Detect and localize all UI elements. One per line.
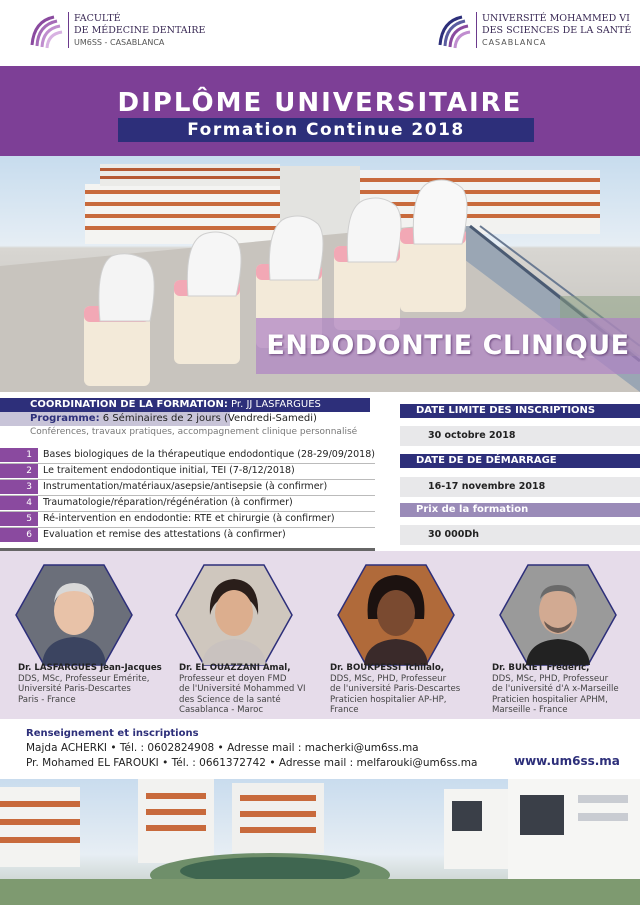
module-number: 3 — [0, 480, 38, 494]
module-text: Evaluation et remise des attestations (à confirmer) — [43, 529, 286, 540]
module-text: Instrumentation/matériaux/asepsie/antisepsie (à confirmer) — [43, 481, 328, 492]
module-number: 1 — [0, 448, 38, 462]
contact-title: Renseignement et inscriptions — [26, 728, 199, 739]
module-number: 6 — [0, 528, 38, 542]
price-value: 30 000Dh — [400, 525, 640, 545]
list-item — [0, 448, 375, 463]
speaker-name: Dr. EL OUAZZANI Amal, — [179, 663, 291, 673]
programme-description: Conférences, travaux pratiques, accompagnement clinique personnalisé — [30, 427, 358, 437]
faculty-name-line3: UM6SS - CASABLANCA — [74, 38, 165, 47]
faculty-logo-text — [74, 13, 205, 49]
speaker-title: des Science de la santé — [179, 694, 281, 705]
university-logo-text — [482, 13, 631, 49]
module-text: Le traitement endodontique initial, TEI (7-8/12/2018) — [43, 465, 295, 476]
university-name-line1: UNIVERSITÉ MOHAMMED VI — [482, 13, 630, 24]
programme-line — [30, 412, 317, 426]
programme-label: Programme: — [30, 413, 100, 424]
start-date-value: 16-17 novembre 2018 — [400, 477, 640, 497]
campus-buildings-illustration — [0, 779, 640, 905]
speaker-title: DDS, MSc, PHD, Professeur — [330, 673, 447, 684]
speaker-title: Casablanca - Maroc — [179, 705, 264, 716]
speaker-title: Professeur et doyen FMD — [179, 673, 287, 684]
list-item — [0, 464, 375, 479]
formation-subtitle: Formation Continue 2018 — [118, 118, 534, 142]
list-item — [0, 512, 375, 527]
speaker-name: Dr. LASFARGUES Jean-Jacques — [18, 663, 162, 673]
coordination-value: Pr. JJ LASFARGUES — [231, 399, 321, 410]
list-item — [0, 496, 375, 511]
speaker-card — [492, 663, 619, 716]
deadline-value: 30 octobre 2018 — [400, 426, 640, 446]
speaker-title: Praticien hospitalier APHM, — [492, 694, 608, 705]
faculty-name-line2: DE MÉDECINE DENTAIRE — [74, 25, 206, 36]
faculty-name-line1: FACULTÉ — [74, 13, 121, 24]
speaker-title: Paris - France — [18, 694, 76, 705]
module-text: Traumatologie/réparation/régénération (à confirmer) — [43, 497, 293, 508]
programme-value: 6 Séminaires de 2 jours (Vendredi-Samedi) — [102, 413, 317, 424]
deadline-label: DATE LIMITE DES INSCRIPTIONS — [400, 404, 640, 418]
speaker-title: Marseille - France — [492, 705, 568, 716]
diploma-title: DIPLÔME UNIVERSITAIRE — [117, 88, 523, 118]
start-date-label: DATE DE DE DÉMARRAGE — [400, 454, 640, 468]
speaker-title: Praticien hospitalier AP-HP, — [330, 694, 447, 705]
coordination-label: COORDINATION DE LA FORMATION: — [30, 399, 228, 410]
logo-divider — [68, 12, 69, 48]
faculty-logo-icon — [24, 11, 64, 51]
speaker-card — [18, 663, 162, 705]
speaker-title: de l'Université Mohammed VI — [179, 684, 306, 695]
speaker-name: Dr. BUKIET Fréderic, — [492, 663, 590, 673]
university-logo-icon — [432, 11, 472, 51]
module-list — [0, 448, 375, 548]
module-number: 2 — [0, 464, 38, 478]
speaker-photo — [498, 563, 618, 667]
price-label: Prix de la formation — [400, 503, 640, 517]
module-text: Ré-intervention en endodontie: RTE et chirurgie (à confirmer) — [43, 513, 335, 524]
logo-divider — [476, 12, 477, 48]
contact-line-2[interactable]: Pr. Mohamed EL FAROUKI • Tél. : 0661372742 • Adresse mail : melfarouki@um6ss.ma — [26, 757, 478, 769]
module-text: Bases biologiques de la thérapeutique endodontique (28-29/09/2018) — [43, 449, 375, 460]
list-item — [0, 528, 375, 543]
speaker-card — [330, 663, 460, 716]
speaker-title: de l'université Paris-Descartes — [330, 684, 461, 695]
speaker-photo — [336, 563, 456, 667]
contact-line-1[interactable]: Majda ACHERKI • Tél. : 0602824908 • Adresse mail : macherki@um6ss.ma — [26, 742, 419, 754]
campus-photo — [0, 779, 640, 905]
speaker-photo — [14, 563, 134, 667]
speaker-title: DDS, MSc, PHD, Professeur — [492, 673, 609, 684]
module-number: 5 — [0, 512, 38, 526]
university-name-line3: CASABLANCA — [482, 38, 547, 47]
list-item — [0, 480, 375, 495]
speaker-card — [179, 663, 306, 716]
coordination-line — [30, 398, 321, 412]
course-title: ENDODONTIE CLINIQUE — [266, 330, 630, 361]
header — [0, 0, 640, 66]
website-link[interactable]: www.um6ss.ma — [514, 754, 620, 768]
speaker-photo — [174, 563, 294, 667]
speaker-title: France — [330, 705, 359, 716]
speaker-title: Université Paris-Descartes — [18, 684, 131, 695]
university-name-line2: DES SCIENCES DE LA SANTÉ — [482, 25, 632, 36]
speaker-title: de l'université d'A x-Marseille — [492, 684, 619, 695]
speaker-title: DDS, MSc, Professeur Emérite, — [18, 673, 150, 684]
module-number: 4 — [0, 496, 38, 510]
speaker-name: Dr. BOUKPESSI Tchilalo, — [330, 663, 444, 673]
